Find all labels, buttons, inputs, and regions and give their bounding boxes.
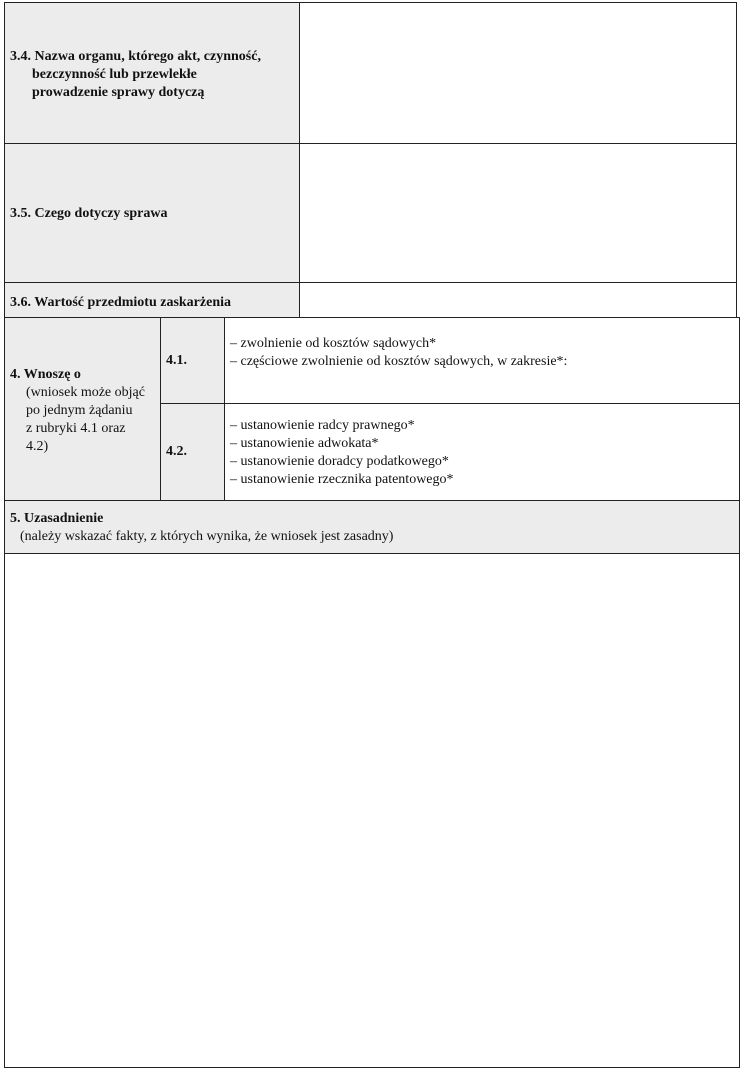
section-3-6-label: 3.6. Wartość przedmiotu zaskarżenia bbox=[10, 295, 231, 310]
option-zwolnienie[interactable]: – zwolnienie od kosztów sądowych* bbox=[230, 336, 437, 351]
option-doradca-podatkowy[interactable]: – ustanowienie doradcy podatkowego* bbox=[230, 454, 449, 469]
option-adwokat[interactable]: – ustanowienie adwokata* bbox=[230, 436, 379, 451]
section-3-4-label-line: bezczynność lub przewlekłe bbox=[32, 67, 197, 82]
section-3-4-label-cell bbox=[4, 2, 300, 144]
item-4-2-number-cell bbox=[160, 403, 225, 501]
item-4-2-options bbox=[230, 417, 454, 489]
section-3-4-label bbox=[10, 48, 261, 102]
section-4-label bbox=[10, 366, 145, 456]
section-3-6-input-cell[interactable] bbox=[299, 282, 737, 318]
section-3-5-label-cell bbox=[4, 143, 300, 283]
section-4-note-line: po jednym żądaniu bbox=[26, 403, 133, 418]
section-5-text-area[interactable] bbox=[4, 553, 740, 1068]
option-rzecznik-patentowy[interactable]: – ustanowienie rzecznika patentowego* bbox=[230, 472, 454, 487]
section-5-label bbox=[10, 510, 393, 546]
item-4-2-number: 4.2. bbox=[166, 444, 187, 459]
section-5-note: (należy wskazać fakty, z których wynika, że wniosek jest zasadny) bbox=[20, 529, 394, 544]
item-4-1-options bbox=[230, 335, 567, 371]
option-czesciowe-zwolnienie[interactable]: – częściowe zwolnienie od kosztów sądowych, w zakresie*: bbox=[230, 354, 568, 369]
item-4-1-number-cell bbox=[160, 317, 225, 404]
item-4-2-options-cell bbox=[224, 403, 740, 501]
section-3-6-label-cell bbox=[4, 282, 300, 318]
item-4-1-number: 4.1. bbox=[166, 353, 187, 368]
option-radca-prawny[interactable]: – ustanowienie radcy prawnego* bbox=[230, 418, 415, 433]
section-4-note-line: 4.2) bbox=[26, 439, 49, 454]
section-3-4-input-cell[interactable] bbox=[299, 2, 737, 144]
section-4-note-line: z rubryki 4.1 oraz bbox=[26, 421, 126, 436]
section-3-4-label-line: prowadzenie sprawy dotyczą bbox=[32, 85, 205, 100]
item-4-1-options-cell bbox=[224, 317, 740, 404]
section-3-5-input-cell[interactable] bbox=[299, 143, 737, 283]
section-3-5-label: 3.5. Czego dotyczy sprawa bbox=[10, 206, 168, 221]
section-4-title: 4. Wnoszę o bbox=[10, 367, 81, 382]
section-5-header bbox=[4, 500, 740, 554]
section-5-title: 5. Uzasadnienie bbox=[10, 511, 104, 526]
section-3-4-label-line: 3.4. Nazwa organu, którego akt, czynność, bbox=[10, 49, 261, 64]
section-4-label-cell bbox=[4, 317, 161, 501]
section-4-note-line: (wniosek może objąć bbox=[26, 385, 145, 400]
